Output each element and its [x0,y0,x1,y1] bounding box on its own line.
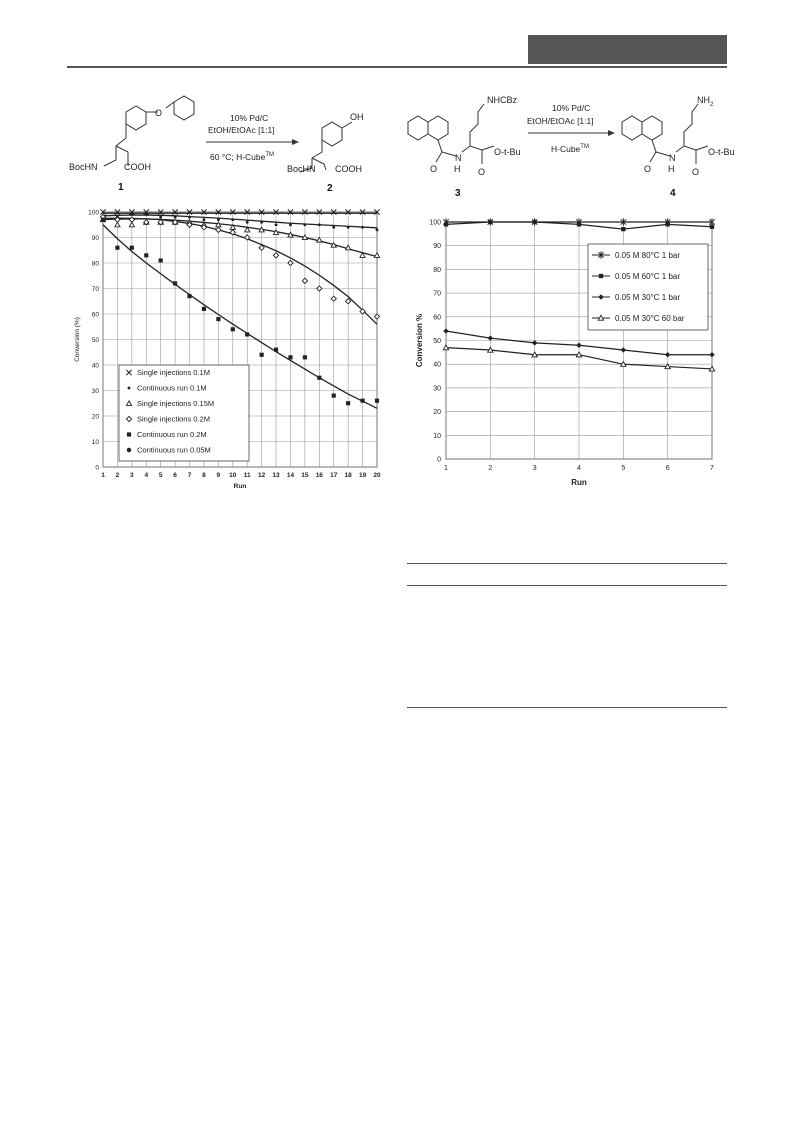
y-tick-label: 20 [91,413,99,421]
y-tick-label: 70 [91,286,99,293]
y-axis-title: Conversion % [415,313,424,368]
data-point [144,253,148,257]
data-point [577,222,581,226]
y-tick-label: 30 [91,388,99,395]
pr-ester: O-t-Bu [708,147,735,157]
sm-carbonyl-o: O [430,164,438,174]
data-point [203,218,206,221]
compound-3-label: 3 [455,188,461,199]
y-tick-label: 10 [91,439,99,446]
left-conditions: 60 °C; H-Cube™ [210,152,275,162]
x-tick-label: 16 [315,472,323,479]
pr-bochn: BocHN [287,164,316,174]
data-point [216,317,220,321]
x-tick-label: 3 [130,472,134,479]
right-reagent-2: EtOH/EtOAc [1:1] [527,116,594,126]
y-tick-label: 90 [91,235,99,242]
x-tick-label: 15 [301,472,309,479]
x-tick-label: 2 [488,465,493,472]
data-point [260,221,263,224]
legend-label: 0.05 M 80°C 1 bar [615,251,681,260]
compound-4-structure [622,104,708,164]
x-tick-label: 1 [101,472,105,479]
sm-oxygen: O [155,108,163,118]
data-point [317,376,321,380]
data-point [361,226,364,229]
data-point [710,225,714,229]
data-point [303,223,306,226]
scheme-right [0,0,793,210]
data-point [332,226,335,229]
legend-marker [127,448,131,452]
pr-hydroxyl: OH [350,112,364,122]
data-point [444,222,448,226]
x-tick-label: 4 [144,472,149,479]
y-tick-label: 60 [91,311,99,319]
data-point [275,223,278,226]
x-tick-label: 18 [344,472,352,479]
y-tick-label: 40 [433,361,441,369]
data-point [303,355,307,359]
data-point [260,353,264,357]
data-point [202,307,206,311]
x-tick-label: 20 [373,472,381,479]
data-point [360,399,364,403]
data-point [159,216,162,219]
data-point [174,216,177,219]
y-tick-label: 90 [433,243,441,251]
right-arrow-head [608,130,615,136]
x-tick-label: 6 [173,472,177,479]
x-axis-title: Run [233,483,247,490]
data-point [173,281,177,285]
legend-label: Single injections 0.2M [137,414,210,424]
y-tick-label: 100 [429,219,441,227]
data-point [231,218,234,221]
y-tick-label: 80 [91,260,99,268]
y-tick-label: 80 [433,266,441,274]
legend-label: Continuous run 0.05M [137,445,211,455]
legend-label: Single injections 0.1M [137,368,210,377]
pr-n: N [669,153,676,163]
data-point [533,220,537,224]
legend-label: Continuous run 0.1M [137,383,207,393]
pr-ester-o: O [692,167,700,177]
y-tick-label: 20 [433,409,441,417]
legend-marker [127,432,131,436]
sm-ester-o: O [478,167,486,177]
pr-h: H [668,164,675,174]
x-tick-label: 19 [358,472,367,479]
data-point [289,223,292,226]
y-tick-label: 30 [433,385,441,393]
conversion-chart-left [65,200,395,500]
legend-marker [128,387,131,390]
table-header-rule [407,585,727,586]
pr-amine: $NH_2$ [697,95,714,108]
data-point [376,228,379,231]
data-point [246,221,249,224]
x-tick-label: 14 [286,472,295,479]
x-tick-label: 9 [216,472,221,479]
y-tick-label: 100 [88,209,99,217]
sm-bochn: BocHN [69,162,98,172]
data-point [621,227,625,231]
sm-ester: O-t-Bu [494,147,521,157]
sm-cooh: COOH [124,162,151,172]
x-tick-label: 3 [532,465,537,472]
y-tick-label: 0 [95,464,99,472]
sm-h: H [454,164,461,174]
x-tick-label: 17 [330,472,338,479]
y-tick-label: 50 [91,337,99,344]
legend-label: Continuous run 0.2M [137,430,207,439]
x-tick-label: 4 [577,465,581,472]
data-point [145,213,148,216]
data-point [130,246,134,250]
x-tick-label: 7 [187,472,192,479]
data-point [159,258,163,262]
x-tick-label: 5 [158,472,163,479]
data-point [231,327,235,331]
data-point [101,218,105,222]
compound-1-label: 1 [118,182,124,193]
x-tick-label: 10 [229,472,237,479]
legend-label: 0.05 M 60°C 1 bar [615,272,681,281]
sm-nhcbz: NHCBz [487,95,518,105]
table-top-rule [407,563,727,564]
table-bottom-rule [407,707,727,708]
y-tick-label: 50 [433,338,441,345]
data-point [288,355,292,359]
data-point [245,332,249,336]
data-point [130,213,133,216]
y-tick-label: 0 [437,456,441,464]
x-tick-label: 5 [621,465,626,472]
x-tick-label: 6 [665,465,670,472]
y-tick-label: 60 [433,314,441,322]
compound-4-label: 4 [670,188,676,199]
legend-label: 0.05 M 30°C 60 bar [615,314,685,323]
data-point [187,294,191,298]
data-point [666,222,670,226]
data-point [217,218,220,221]
data-point [347,226,350,229]
y-tick-label: 40 [91,362,99,370]
legend-label: Single injections 0.15M [137,399,215,408]
left-reagent-2: EtOH/EtOAc [1:1] [208,125,275,135]
data-point [346,401,350,405]
x-tick-label: 12 [258,472,266,479]
y-tick-label: 10 [433,432,441,440]
x-tick-label: 8 [202,472,206,479]
legend-label: 0.05 M 30°C 1 bar [615,293,681,302]
conversion-chart-right [408,210,730,500]
legend-marker [599,274,603,278]
data-point [375,399,379,403]
left-reagent-1: 10% Pd/C [230,113,269,123]
data-point [318,223,321,226]
right-conditions: H-Cube™ [551,144,589,154]
compound-2-label: 2 [327,183,333,194]
sm-n: N [455,153,462,163]
y-axis-title: Conversion (%) [74,317,81,362]
x-tick-label: 2 [115,472,120,479]
right-reagent-1: 10% Pd/C [552,103,591,113]
data-point [332,394,336,398]
pr-cooh: COOH [335,164,362,174]
y-tick-label: 70 [433,290,441,298]
x-tick-label: 11 [243,472,251,479]
x-tick-label: 7 [710,465,714,472]
x-tick-label: 1 [444,465,448,472]
data-point [488,220,492,224]
data-point [188,216,191,219]
data-point [274,348,278,352]
compound-3-structure [408,104,494,164]
pr-carbonyl-o: O [644,164,652,174]
x-tick-label: 13 [272,472,280,479]
data-point [115,246,119,250]
x-axis-title: Run [571,478,587,487]
